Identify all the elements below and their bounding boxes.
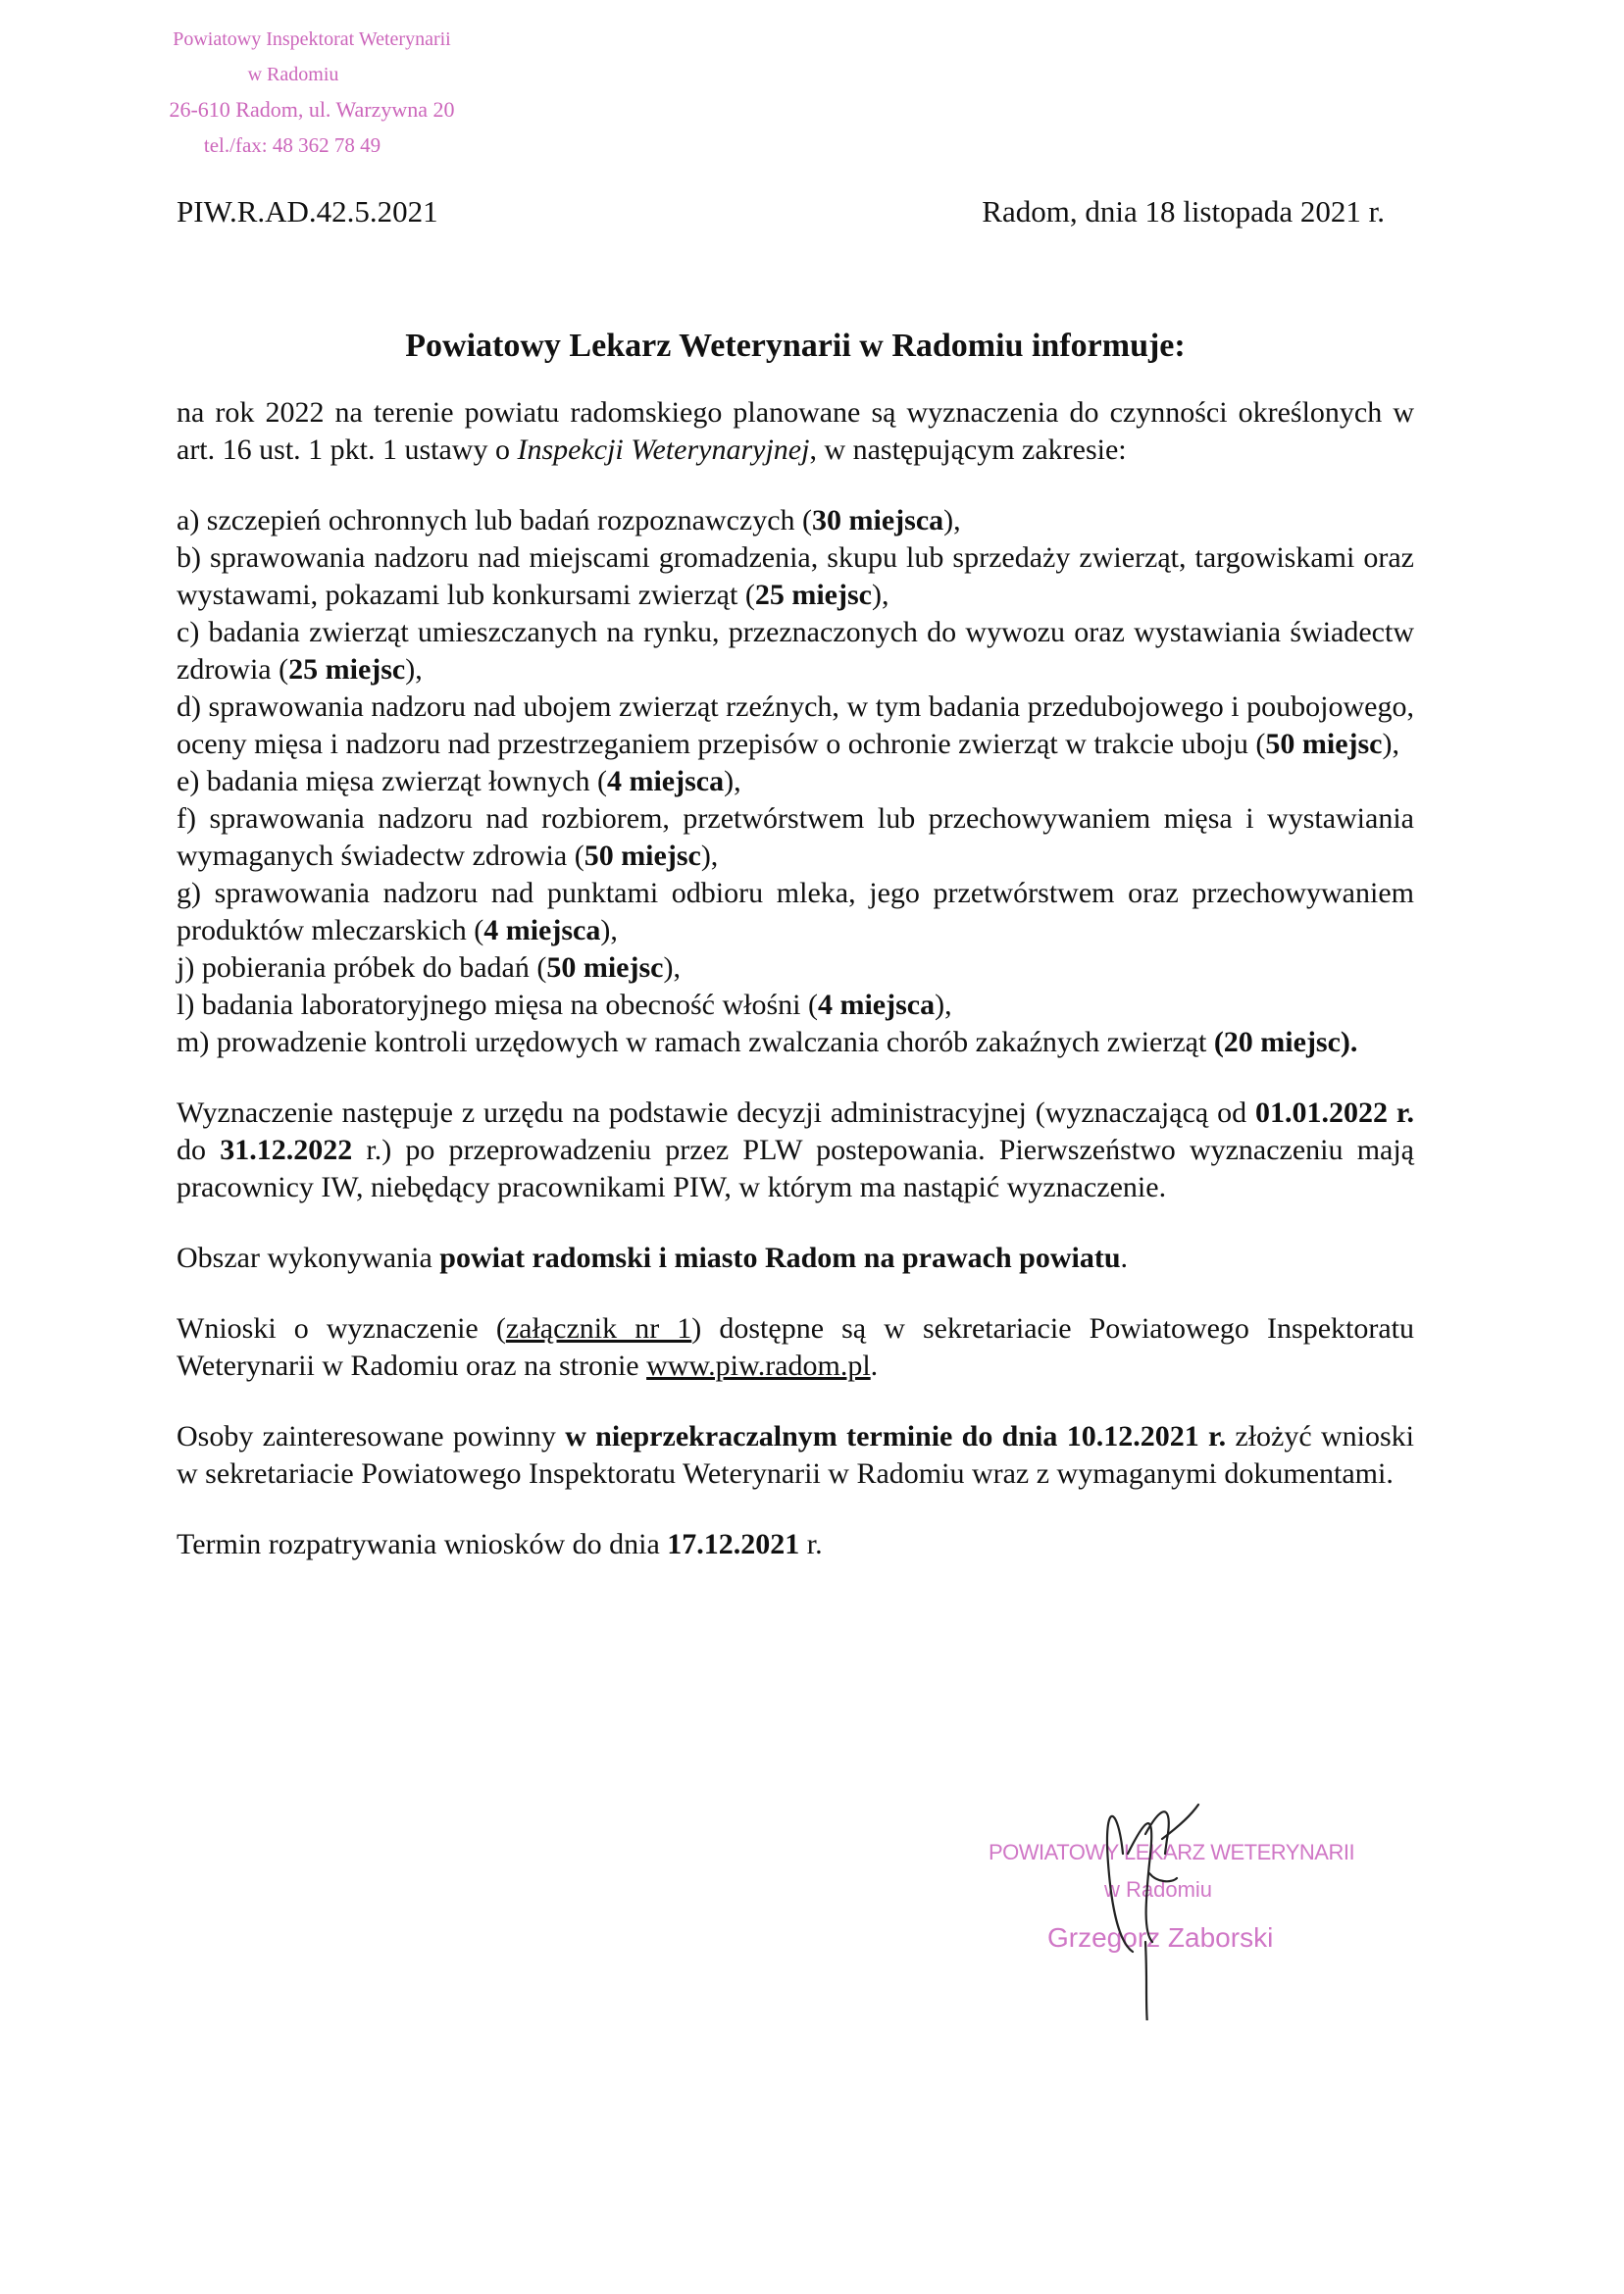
list-item — [177, 539, 1414, 614]
list-item-count: 4 miejsca — [483, 914, 601, 946]
list-item-text: e) badania mięsa zwierząt łownych ( — [177, 765, 607, 797]
list-item-text: m) prowadzenie kontroli urzędowych w ramach zwalczania chorób zakaźnych zwierząt — [177, 1026, 1214, 1058]
document-date: Radom, dnia 18 listopada 2021 r. — [982, 194, 1385, 229]
list-item-count: 30 miejsca — [812, 504, 944, 536]
area-paragraph — [177, 1240, 1414, 1277]
area-scope: powiat radomski i miasto Radom na prawach powiatu — [439, 1242, 1121, 1274]
designation-text: Wyznaczenie następuje z urzędu na podstawie decyzji administracyjnej (wyznaczającą od — [177, 1096, 1256, 1129]
designation-text-end: r.) po przeprowadzeniu przez PLW postepowania. Pierwszeństwo wyznaczeniu mają pracownicy IW, niebędący pracownikami PIW, w którym ma nastąpić wyznaczenie. — [177, 1134, 1414, 1203]
stamp-phone: tel./fax: 48 362 78 49 — [203, 133, 381, 157]
list-item-count: (20 miejsc). — [1213, 1026, 1358, 1058]
intro-text-end: , w następującym zakresie: — [809, 433, 1127, 466]
signature-block — [971, 1795, 1383, 2020]
website-link[interactable]: www.piw.radom.pl — [646, 1350, 871, 1382]
list-item-count: 50 miejsc — [546, 951, 664, 984]
list-item-end: ), — [700, 840, 719, 872]
list-item — [177, 763, 1414, 800]
list-item-text: a) szczepień ochronnych lub badań rozpoznawczych ( — [177, 504, 813, 536]
designation-end-date: 31.12.2022 — [220, 1134, 353, 1166]
list-item-end: ), — [871, 579, 889, 611]
applications-text-end: . — [870, 1350, 879, 1382]
page-title: Powiatowy Lekarz Weterynarii w Radomiu informuje: — [405, 328, 1186, 364]
deadline-date: w nieprzekraczalnym terminie do dnia 10.12.2021 r. — [565, 1420, 1227, 1453]
office-stamp — [126, 22, 498, 163]
signature-title: POWIATOWY LEKARZ WETERYNARII — [989, 1840, 1355, 1864]
reference-number: PIW.R.AD.42.5.2021 — [177, 194, 438, 229]
stamp-office-name: Powiatowy Inspektorat Weterynarii — [173, 28, 451, 50]
act-title: Inspekcji Weterynaryjnej — [517, 433, 810, 466]
list-item — [177, 987, 1414, 1024]
deadline-paragraph — [177, 1418, 1414, 1493]
list-item-text: d) sprawowania nadzoru nad ubojem zwierząt rzeźnych, w tym badania przedubojowego i poubojowego, oceny mięsa i nadzoru nad przestrzeganiem przepisów o ochronie zwierząt w trakcie uboju ( — [177, 690, 1414, 760]
list-item — [177, 949, 1414, 987]
list-item — [177, 800, 1414, 875]
applications-text: Wnioski o wyznaczenie ( — [177, 1312, 506, 1345]
deadline-text-end: złożyć wnioski w sekretariacie Powiatowego Inspektoratu Weterynarii w Radomiu wraz z wymaganymi dokumentami. — [177, 1420, 1414, 1490]
list-item-end: ), — [663, 951, 681, 984]
handwritten-signature-icon — [971, 1795, 1383, 2020]
stamp-city: w Radomiu — [247, 64, 339, 85]
area-text: Obszar wykonywania — [177, 1242, 440, 1274]
review-text-end: r. — [799, 1528, 823, 1560]
applications-text-mid: ) dostępne są w sekretariacie Powiatowego Inspektoratu Weterynarii w Radomiu oraz na stronie — [177, 1312, 1414, 1382]
list-item-count: 4 miejsca — [817, 989, 936, 1021]
list-item-text: c) badania zwierząt umieszczanych na rynku, przeznaczonych do wywozu oraz wystawiania świadectw zdrowia ( — [177, 616, 1414, 686]
review-paragraph — [177, 1526, 1414, 1563]
signature-city: w Radomiu — [1104, 1877, 1213, 1902]
deadline-text: Osoby zainteresowane powinny — [177, 1420, 566, 1453]
list-item-text: l) badania laboratoryjnego mięsa na obecność włośni ( — [177, 989, 818, 1021]
list-item-count: 25 miejsc — [288, 653, 406, 686]
list-item-count: 4 miejsca — [606, 765, 725, 797]
list-item-count: 50 miejsc — [584, 840, 701, 872]
stamp-address: 26-610 Radom, ul. Warzywna 20 — [169, 97, 455, 122]
intro-text: na rok 2022 na terenie powiatu radomskiego planowane są wyznaczenia do czynności określonych w art. 16 ust. 1 pkt. 1 ustawy o — [177, 396, 1414, 466]
list-item — [177, 1024, 1414, 1061]
list-item-end: ), — [935, 989, 952, 1021]
list-item-end: ), — [1382, 728, 1399, 760]
attachment-link[interactable]: załącznik nr 1 — [505, 1312, 692, 1345]
designation-text-mid: do — [177, 1134, 221, 1166]
list-item-count: 50 miejsc — [1265, 728, 1383, 760]
signature-name: Grzegorz Zaborski — [1047, 1922, 1274, 1953]
document-body — [177, 394, 1414, 1563]
scope-list — [177, 502, 1414, 1061]
list-item-text: g) sprawowania nadzoru nad punktami odbioru mleka, jego przetwórstwem oraz przechowywaniem produktów mleczarskich ( — [177, 877, 1414, 946]
area-text-end: . — [1120, 1242, 1128, 1274]
designation-start-date: 01.01.2022 r. — [1255, 1096, 1414, 1129]
list-item — [177, 875, 1414, 949]
list-item — [177, 614, 1414, 688]
list-item-end: ), — [600, 914, 618, 946]
list-item-text: j) pobierania próbek do badań ( — [177, 951, 547, 984]
list-item-count: 25 miejsc — [754, 579, 872, 611]
list-item — [177, 502, 1414, 539]
list-item-end: ), — [405, 653, 423, 686]
list-item — [177, 688, 1414, 763]
list-item-text: b) sprawowania nadzoru nad miejscami gromadzenia, skupu lub sprzedaży zwierząt, targowiskami oraz wystawami, pokazami lub konkursami zwierząt ( — [177, 541, 1414, 611]
review-date: 17.12.2021 — [667, 1528, 800, 1560]
applications-paragraph — [177, 1310, 1414, 1385]
intro-paragraph — [177, 394, 1414, 469]
list-item-end: ), — [724, 765, 741, 797]
list-item-text: f) sprawowania nadzoru nad rozbiorem, przetwórstwem lub przechowywaniem mięsa i wystawiania wymaganych świadectw zdrowia ( — [177, 802, 1414, 872]
review-text: Termin rozpatrywania wniosków do dnia — [177, 1528, 668, 1560]
designation-paragraph — [177, 1095, 1414, 1206]
list-item-end: ), — [943, 504, 961, 536]
